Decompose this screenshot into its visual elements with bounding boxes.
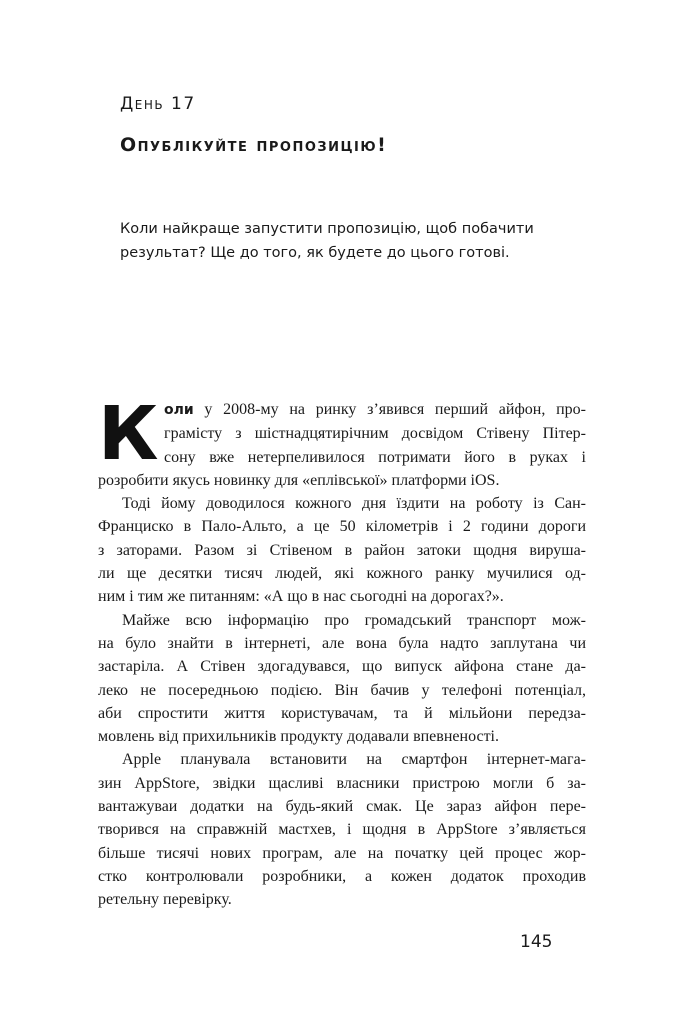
text-line: застаріла. А Стівен здогадувався, що випуск айфона стане да- — [98, 658, 586, 676]
chapter-intro — [120, 217, 560, 265]
text-line: ретельну перевірку. — [98, 891, 232, 909]
text-line: грамісту з шістнадцятирічним досвідом Стівену Пітер- — [164, 425, 586, 443]
text-line: вантажуваи додатки на будь-який смак. Це зараз айфон пере- — [98, 798, 586, 816]
intro-line: Коли найкраще запустити пропозицію, щоб побачити — [120, 221, 534, 237]
paragraph-3 — [98, 609, 586, 749]
text-line: сону вже нетерпеливилося потримати його в руках і — [164, 448, 586, 466]
paragraph-2 — [98, 492, 586, 608]
text-line: мовлень від прихильників продукту додавали впевненості. — [98, 728, 499, 746]
paragraph-4 — [98, 748, 586, 911]
text-line: зин AppStore, звідки щасливі власники пристрою могли б за- — [98, 774, 586, 792]
paragraph-1 — [98, 398, 586, 492]
text-line: з заторами. Разом зі Стівеном в район затоки щодня вируша- — [98, 541, 586, 559]
drop-cap: К — [98, 400, 158, 468]
intro-line: результат? Ще до того, як будете до цього готові. — [120, 245, 510, 261]
chapter-day-label: День 17 — [120, 94, 196, 114]
text-line-rest: у 2008-му на ринку з’явився перший айфон, про- — [193, 401, 586, 418]
chapter-title: Опублікуйте пропозицію! — [120, 134, 388, 156]
text-line: ним і тим же питанням: «А що в нас сьогодні на дорогах?». — [98, 588, 504, 606]
text-line: розробити якусь новинку для «еплівської» платформи iOS. — [98, 471, 500, 489]
text-line: творився на справжній мастхев, і щодня в AppStore з’являється — [98, 821, 586, 839]
text-line: Майже всю інформацію про громадський транспорт мож- — [122, 611, 586, 629]
text-line: аби спростити життя користувачам, та й мільйони передза- — [98, 704, 586, 722]
text-line: ли ще десятки тисяч людей, які кожного ранку мучилися од- — [98, 565, 586, 583]
lead-word: оли — [164, 402, 194, 418]
text-line: Тоді йому доводилося кожного дня їздити на роботу із Сан- — [122, 495, 586, 513]
body-text — [98, 398, 586, 912]
page-number: 145 — [520, 932, 553, 952]
text-line: стко контролювали розробники, а кожен додаток проходив — [98, 867, 586, 885]
text-line: більше тисячі нових програм, але на початку цей процес жор- — [98, 844, 586, 862]
text-line — [98, 398, 586, 422]
text-line: на було знайти в інтернеті, але вона була надто заплутана чи — [98, 634, 586, 652]
text-line: леко не посередньою подією. Він бачив у телефоні потенціал, — [98, 681, 586, 699]
text-line: Франциско в Пало-Альто, а це 50 кілометрів і 2 години дороги — [98, 518, 586, 536]
text-line: Apple планувала встановити на смартфон інтернет-мага- — [122, 751, 586, 769]
